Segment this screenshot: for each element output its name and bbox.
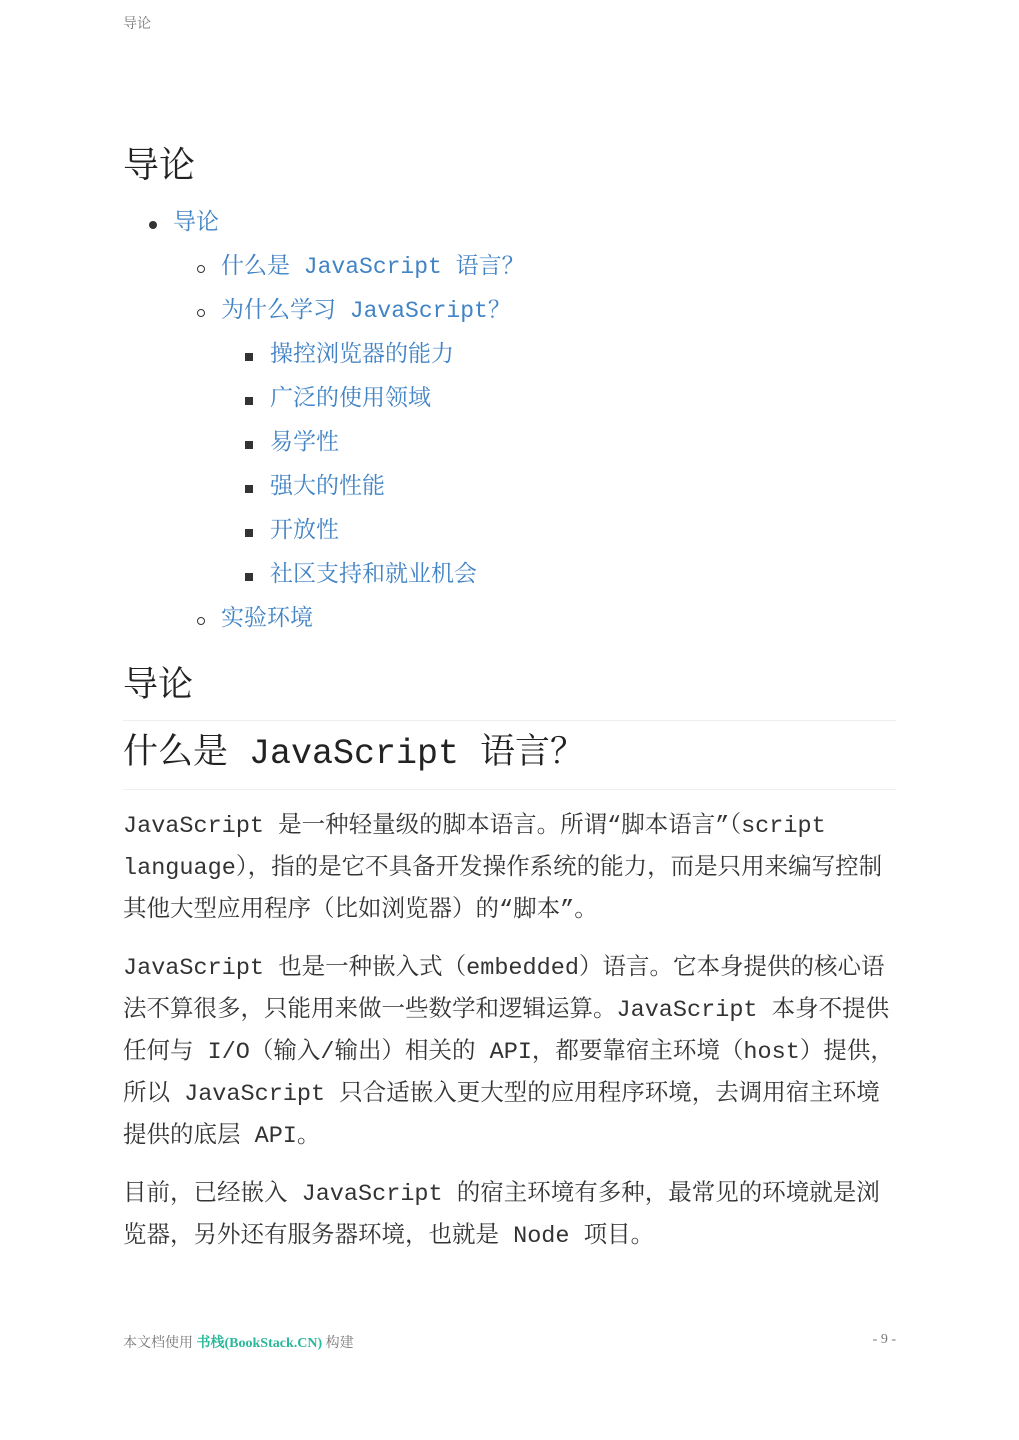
toc-item[interactable] [123, 552, 896, 596]
toc-sublist [123, 244, 896, 640]
square-bullet-icon [245, 353, 253, 361]
table-of-contents [123, 200, 896, 244]
paragraph: JavaScript 也是一种嵌入式（embedded）语言。它本身提供的核心语法不算很多，只能用来做一些数学和逻辑运算。JavaScript 本身不提供任何与 I/O（输入/输出）相关的 API，都要靠宿主环境（host）提供，所以 JavaScript 只合适嵌入更大型的应用程序环境，去调用宿主环境提供的底层 API。 [123, 955, 894, 1150]
toc-item[interactable] [123, 420, 896, 464]
square-bullet-icon [245, 573, 253, 581]
toc-link[interactable]: 易学性 [270, 430, 339, 456]
page-number: - 9 - [872, 1332, 896, 1347]
toc-item[interactable] [123, 464, 896, 508]
toc-link[interactable]: 广泛的使用领域 [270, 386, 431, 412]
toc-item[interactable] [123, 200, 896, 244]
square-bullet-icon [245, 529, 253, 537]
toc-link[interactable]: 什么是 JavaScript 语言？ [221, 254, 525, 280]
footer-brand-link[interactable]: 书栈(BookStack.CN) [196, 1336, 323, 1351]
page-content [123, 140, 896, 1258]
toc-link[interactable]: 强大的性能 [270, 474, 385, 500]
toc-item[interactable] [123, 244, 896, 288]
footer-text: 本文档使用 [123, 1336, 197, 1351]
circle-bullet-icon [197, 309, 205, 317]
section-heading: 导论 [123, 654, 896, 721]
toc-link[interactable]: 为什么学习 JavaScript？ [221, 298, 511, 324]
toc-link[interactable]: 实验环境 [221, 606, 313, 632]
circle-bullet-icon [197, 617, 205, 625]
footer-text: 构建 [322, 1336, 354, 1351]
toc-link[interactable]: 社区支持和就业机会 [270, 562, 477, 588]
page-title: 导论 [123, 144, 196, 185]
bullet-icon [149, 221, 157, 229]
square-bullet-icon [245, 397, 253, 405]
toc-link[interactable]: 导论 [173, 210, 219, 236]
toc-link[interactable]: 开放性 [270, 518, 339, 544]
running-header: 导论 [123, 15, 151, 31]
circle-bullet-icon [197, 265, 205, 273]
paragraph: JavaScript 是一种轻量级的脚本语言。所谓“脚本语言”（script language），指的是它不具备开发操作系统的能力，而是只用来编写控制其他大型应用程序（比如浏览器）的“脚本”。 [123, 813, 883, 924]
square-bullet-icon [245, 441, 253, 449]
toc-item[interactable] [123, 376, 896, 420]
toc-item[interactable] [123, 508, 896, 552]
toc-item[interactable] [123, 332, 896, 376]
subheading: 什么是 JavaScript 语言？ [123, 721, 896, 790]
page-footer [123, 1332, 896, 1352]
toc-item[interactable] [123, 596, 896, 640]
toc-item[interactable] [123, 288, 896, 332]
toc-link[interactable]: 操控浏览器的能力 [270, 342, 454, 368]
square-bullet-icon [245, 485, 253, 493]
paragraph: 目前，已经嵌入 JavaScript 的宿主环境有多种，最常见的环境就是浏览器，另外还有服务器环境，也就是 Node 项目。 [123, 1181, 880, 1250]
